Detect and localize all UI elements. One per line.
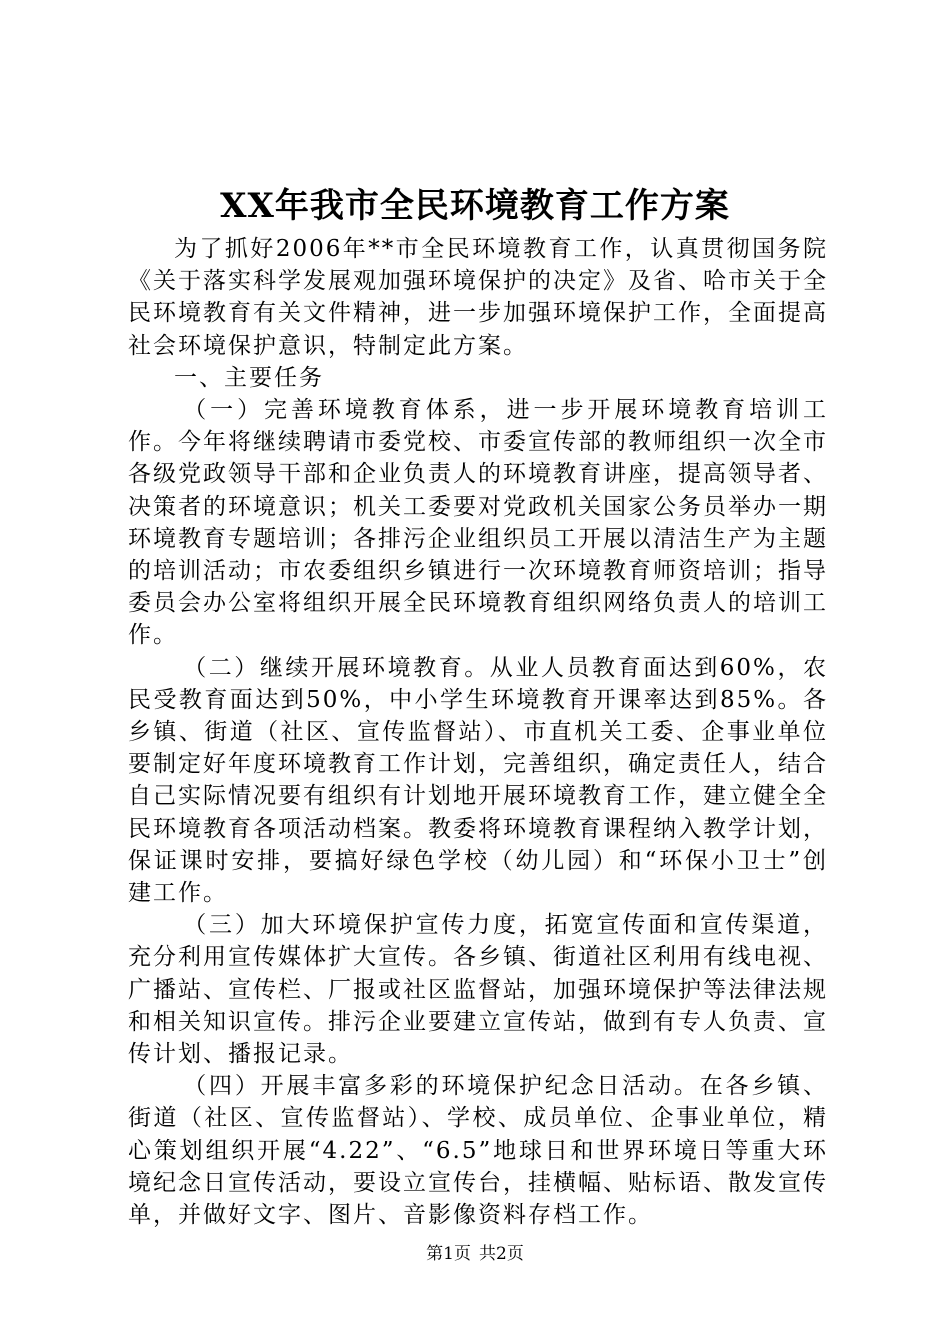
task-paragraph-1: （一）完善环境教育体系，进一步开展环境教育培训工作。今年将继续聘请市委党校、市委宣传部的教师组织一次全市各级党政领导干部和企业负责人的环境教育讲座，提高领导者、决策者的环境意识；机关工委要对党政机关国家公务员举办一期环境教育专题培训；各排污企业组织员工开展以清洁生产为主题的培训活动；市农委组织乡镇进行一次环境教育师资培训；指导委员会办公室将组织开展全民环境教育组织网络负责人的培训工作。 — [128, 397, 828, 649]
task-paragraph-2: （二）继续开展环境教育。从业人员教育面达到60%，农民受教育面达到50%，中小学生环境教育开课率达到85%。各乡镇、街道（社区、宣传监督站）、市直机关工委、企事业单位要制定好年度环境教育工作计划，完善组织，确定责任人，结合自己实际情况要有组织有计划地开展环境教育工作，建立健全全民环境教育各项活动档案。教委将环境教育课程纳入教学计划，保证课时安排，要搞好绿色学校（幼儿园）和“环保小卫士”创建工作。 — [128, 654, 828, 907]
page-number-current: 第1页 — [426, 1244, 471, 1264]
page-footer — [0, 1242, 950, 1266]
intro-paragraph: 为了抓好2006年**市全民环境教育工作，认真贯彻国务院《关于落实科学发展观加强环境保护的决定》及省、哈市关于全民环境教育有关文件精神，进一步加强环境保护工作，全面提高社会环境保护意识，特制定此方案。 — [128, 236, 828, 359]
task-paragraph-4: （四）开展丰富多彩的环境保护纪念日活动。在各乡镇、街道（社区、宣传监督站）、学校、成员单位、企事业单位，精心策划组织开展“4.22”、“6.5”地球日和世界环境日等重大环境纪念日宣传活动，要设立宣传台，挂横幅、贴标语、散发宣传单，并做好文字、图片、音影像资料存档工作。 — [128, 1073, 828, 1229]
document-title: XX年我市全民环境教育工作方案 — [220, 186, 730, 226]
section-heading-main-tasks: 一、主要任务 — [174, 364, 324, 391]
document-body — [128, 233, 828, 1231]
page-number-total: 共2页 — [479, 1244, 524, 1264]
task-paragraph-3: （三）加大环境保护宣传力度，拓宽宣传面和宣传渠道，充分利用宣传媒体扩大宣传。各乡镇、街道社区利用有线电视、广播站、宣传栏、厂报或社区监督站，加强环境保护等法律法规和相关知识宣传。排污企业要建立宣传站，做到有专人负责、宣传计划、播报记录。 — [128, 912, 828, 1068]
